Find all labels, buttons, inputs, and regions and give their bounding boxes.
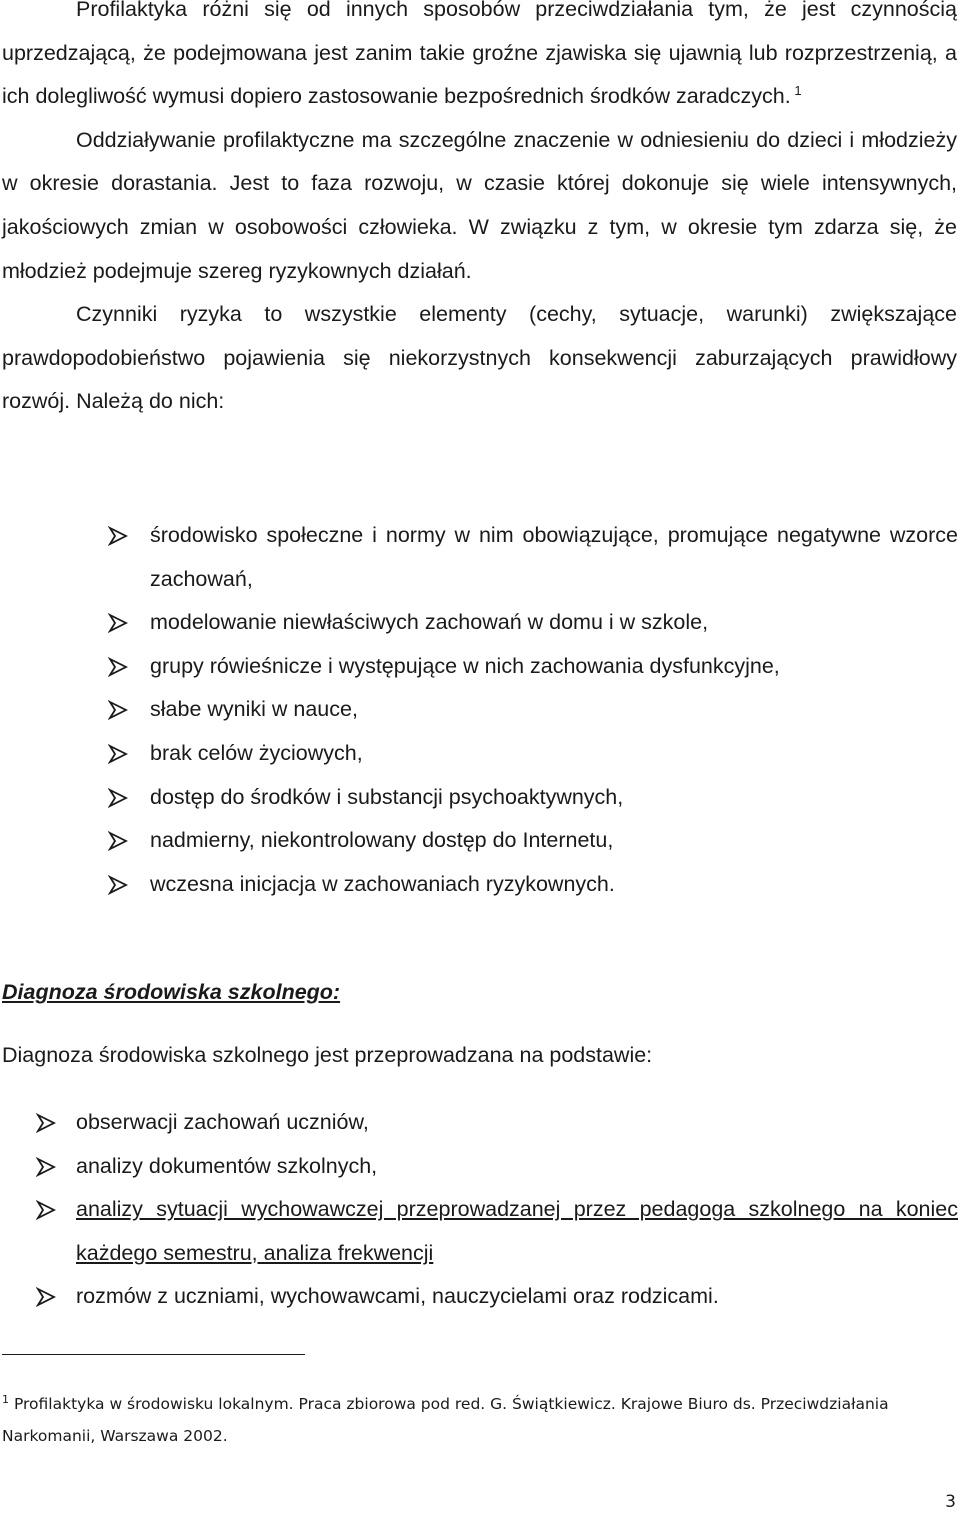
list-item-text: dostęp do środków i substancji psychoaktywnych,	[150, 784, 624, 809]
page-number: 3	[945, 1492, 956, 1512]
list-item	[150, 514, 958, 601]
list-item	[76, 1188, 958, 1275]
list-item-text: wczesna inicjacja w zachowaniach ryzykownych.	[150, 871, 615, 896]
arrowhead-bullet-icon	[36, 1200, 56, 1220]
list-item	[150, 601, 958, 645]
list-item-text: rozmów z uczniami, wychowawcami, nauczycielami oraz rodzicami.	[76, 1284, 719, 1309]
list-item	[76, 1145, 958, 1189]
section-heading: Diagnoza środowiska szkolnego:	[2, 980, 341, 1004]
list-item	[76, 1101, 958, 1145]
arrowhead-bullet-icon	[36, 1157, 56, 1177]
list-item-text: nadmierny, niekontrolowany dostęp do Internetu,	[150, 828, 614, 853]
list-item	[150, 645, 958, 689]
list-item-text: grupy rówieśnicze i występujące w nich zachowania dysfunkcyjne,	[150, 653, 780, 678]
arrowhead-bullet-icon	[108, 613, 128, 633]
list-item	[150, 819, 958, 863]
footnote-text: Profilaktyka w środowisku lokalnym. Praca zbiorowa pod red. G. Świątkiewicz. Krajowe Biuro ds. Przeciwdziałania Narkomanii, Warszawa 2002.	[2, 1395, 889, 1445]
footnote-separator	[2, 1354, 305, 1355]
arrowhead-bullet-icon	[108, 788, 128, 808]
intro-section	[2, 0, 957, 424]
list-item	[150, 688, 958, 732]
list-item-text: modelowanie niewłaściwych zachowań w domu i w szkole,	[150, 610, 709, 635]
risk-factors-list	[150, 514, 958, 906]
list-item	[150, 863, 958, 907]
footnote	[2, 1388, 902, 1452]
diagnosis-basis-list	[76, 1101, 958, 1319]
paragraph-prevention-text: Profilaktyka różni się od innych sposobów przeciwdziałania tym, że jest czynnością uprzedzającą, że podejmowana jest zanim takie groźne zjawiska się ujawnią lub rozprzestrzenią, a ich dolegliwość wymusi dopiero zastosowanie bezpośrednich środków zaradczych.	[2, 0, 957, 109]
arrowhead-bullet-icon	[108, 657, 128, 677]
paragraph-risk-factors: Czynniki ryzyka to wszystkie elementy (cechy, sytuacje, warunki) zwiększające prawdopodobieństwo pojawienia się niekorzystnych konsekwencji zaburzających prawidłowy rozwój. Należą do nich:	[2, 302, 957, 414]
list-item-text: obserwacji zachowań uczniów,	[76, 1110, 369, 1134]
list-item	[150, 776, 958, 820]
arrowhead-bullet-icon	[108, 526, 128, 546]
list-item	[76, 1275, 958, 1319]
list-item-text: brak celów życiowych,	[150, 740, 363, 765]
paragraph-prevention	[2, 0, 957, 119]
list-item-text: słabe wyniki w nauce,	[150, 697, 358, 722]
list-item-text-underlined: analizy sytuacji wychowawczej przeprowadzanej przez pedagoga szkolnego na koniec każdego semestru, analiza frekwencji	[76, 1197, 958, 1265]
arrowhead-bullet-icon	[108, 744, 128, 764]
diagnosis-intro: Diagnoza środowiska szkolnego jest przeprowadzana na podstawie:	[2, 1043, 653, 1067]
arrowhead-bullet-icon	[108, 875, 128, 895]
footnote-number: 1	[2, 1392, 9, 1406]
arrowhead-bullet-icon	[36, 1113, 56, 1133]
paragraph-adolescence: Oddziaływanie profilaktyczne ma szczególne znaczenie w odniesieniu do dzieci i młodzieży w okresie dorastania. Jest to faza rozwoju, w czasie której dokonuje się wiele intensywnych, jakościowych zmian w osobowości człowieka. W związku z tym, w okresie tym zdarza się, że młodzież podejmuje szereg ryzykownych działań.	[2, 127, 957, 283]
list-item-text: analizy dokumentów szkolnych,	[76, 1153, 378, 1178]
list-item	[150, 732, 958, 776]
list-item-text: środowisko społeczne i normy w nim obowiązujące, promujące negatywne wzorce zachowań,	[150, 523, 958, 591]
arrowhead-bullet-icon	[36, 1287, 56, 1307]
arrowhead-bullet-icon	[108, 700, 128, 720]
arrowhead-bullet-icon	[108, 831, 128, 851]
footnote-reference[interactable]: 1	[794, 83, 802, 99]
